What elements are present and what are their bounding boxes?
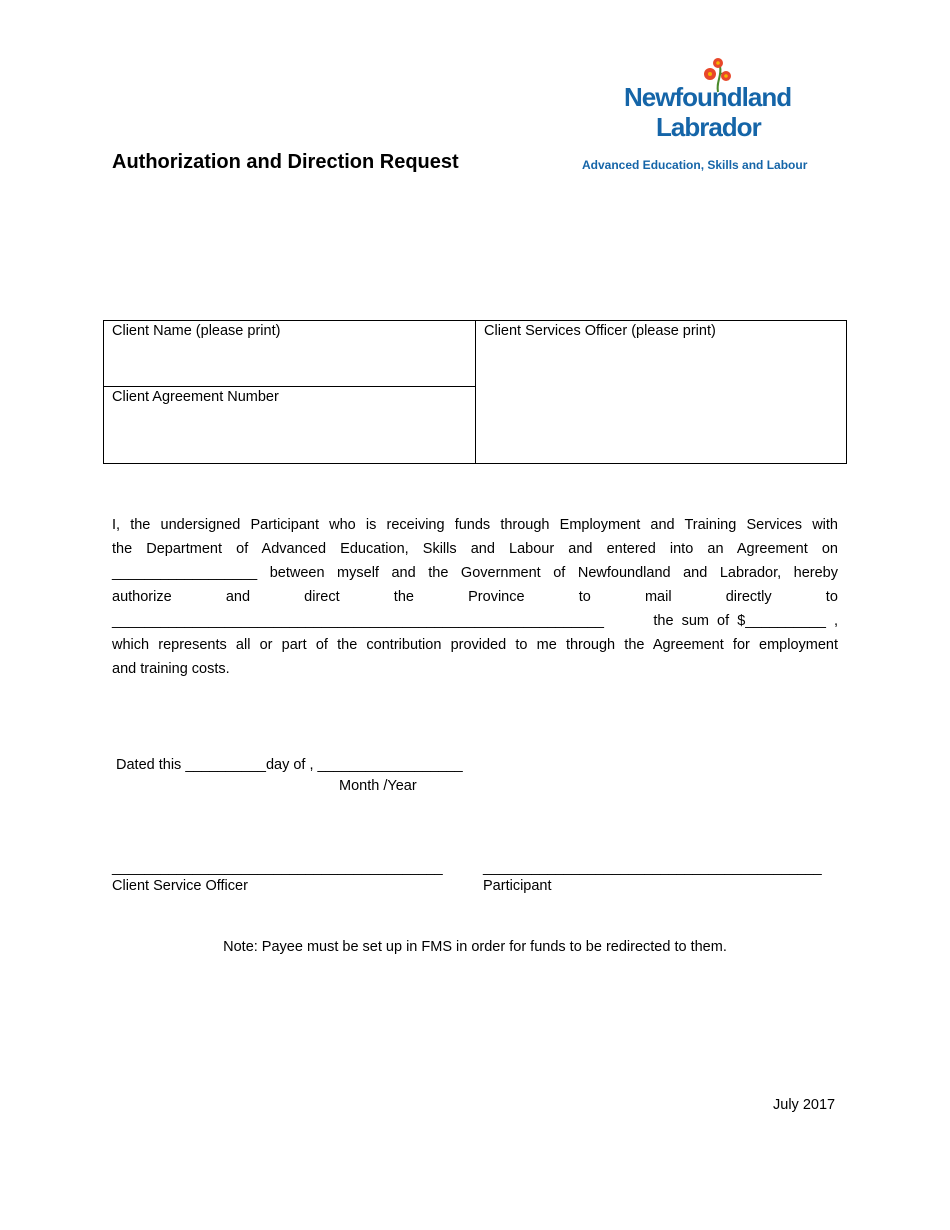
client-services-officer-field[interactable] <box>476 321 846 463</box>
paragraph-line-6: which represents all or part of the contribution provided to me through the Agreement for employment <box>112 637 838 653</box>
paragraph-line-2: the Department of Advanced Education, Skills and Labour and entered into an Agreement on <box>112 541 838 557</box>
client-name-label: Client Name (please print) <box>112 323 281 339</box>
client-agreement-number-field[interactable] <box>104 387 476 463</box>
agreement-date-blank[interactable]: __________________ <box>112 565 258 581</box>
logo-word-newfoundland: Newfoundland <box>624 82 792 112</box>
logo-word-labrador: Labrador <box>656 112 761 142</box>
paragraph-line-7: and training costs. <box>112 661 230 677</box>
government-logo <box>582 50 850 180</box>
month-year-label: Month /Year <box>339 778 417 794</box>
client-agreement-label: Client Agreement Number <box>112 389 279 405</box>
payee-blank[interactable]: _____________________________________________________________ <box>112 613 604 629</box>
paragraph-line-5 <box>112 609 838 633</box>
dated-line[interactable]: Dated this __________day of , __________________ <box>116 757 463 773</box>
participant-signature-label: Participant <box>483 878 552 894</box>
authorization-paragraph <box>112 513 838 681</box>
department-name: Advanced Education, Skills and Labour <box>582 158 808 172</box>
client-info-table <box>103 320 847 464</box>
client-name-field[interactable] <box>104 321 476 387</box>
participant-signature-line[interactable]: __________________________________________ <box>483 860 822 876</box>
paragraph-line-1: I, the undersigned Participant who is receiving funds through Employment and Training Services with <box>112 517 838 533</box>
paragraph-line-4: authorize and direct the Province to mail directly to <box>112 589 838 605</box>
page-title: Authorization and Direction Request <box>112 151 459 173</box>
form-revision-date: July 2017 <box>773 1097 836 1113</box>
paragraph-line-3: __________________ between myself and the Government of Newfoundland and Labrador, hereby <box>112 565 838 581</box>
officer-signature-label: Client Service Officer <box>112 878 248 894</box>
sum-blank[interactable]: the sum of $__________ , <box>645 613 838 629</box>
officer-signature-line[interactable]: _________________________________________ <box>112 860 443 876</box>
cso-label: Client Services Officer (please print) <box>484 323 716 339</box>
payee-note: Note: Payee must be set up in FMS in order for funds to be redirected to them. <box>223 939 727 955</box>
